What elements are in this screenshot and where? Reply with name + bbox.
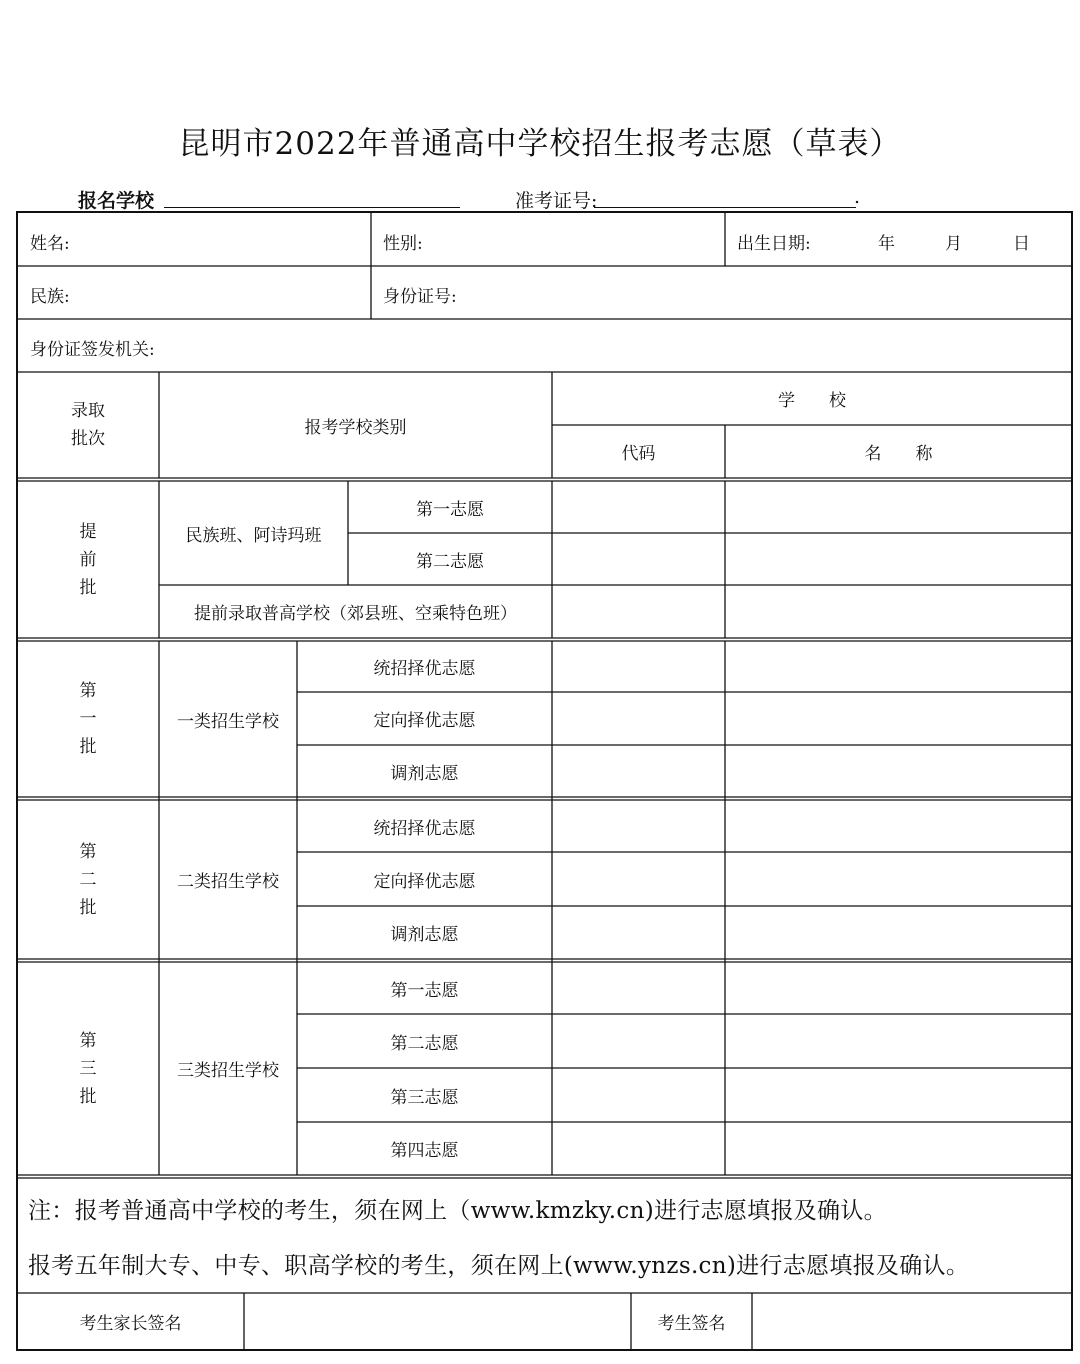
early-batch-char: 批 [79, 577, 97, 598]
batch-1-choice: 调剂志愿 [390, 763, 459, 784]
batch-char: 第 [79, 841, 97, 862]
early-choice-2: 第二志愿 [416, 551, 484, 572]
birth-month-label: 月 [945, 234, 962, 254]
id-authority-label: 身份证签发机关: [30, 340, 155, 360]
batch-2-choice: 调剂志愿 [390, 925, 459, 945]
birth-date-label: 出生日期: [737, 234, 811, 254]
batch-2-choice: 统招择优志愿 [373, 818, 476, 839]
batch-3-label [17, 962, 159, 1175]
batch-char: 第 [79, 681, 97, 701]
batch-2-choice: 定向择优志愿 [373, 871, 476, 892]
batch-char: 批 [79, 737, 97, 757]
batch-3-choice: 第三志愿 [390, 1087, 459, 1108]
batch-3-choice: 第一志愿 [390, 980, 459, 1001]
batch-1-choice: 统招择优志愿 [373, 659, 476, 679]
batch-3-choice: 第四志愿 [390, 1141, 459, 1161]
parent-signature-field[interactable] [244, 1293, 631, 1350]
id-number-label: 身份证号: [383, 287, 457, 307]
gender-label: 性别: [383, 234, 423, 254]
birth-day-label: 日 [1013, 234, 1030, 254]
exam-no-tail: . [854, 186, 861, 208]
ethnicity-label: 民族: [30, 287, 70, 307]
batch-1-label [17, 641, 159, 797]
category-header: 报考学校类别 [304, 417, 407, 438]
name-header: 名 称 [864, 444, 933, 464]
batch-2-label [17, 800, 159, 959]
early-batch-char: 提 [79, 521, 97, 542]
batch-1-category: 一类招生学校 [177, 711, 279, 732]
exam-no-label: 准考证号: [515, 190, 598, 212]
advance-admission-label: 提前录取普高学校（郊县班、空乘特色班） [194, 604, 517, 624]
early-batch-label [17, 481, 159, 638]
batch-header [17, 372, 159, 478]
parent-signature-label: 考生家长签名 [79, 1314, 182, 1334]
code-header: 代码 [621, 444, 656, 464]
batch-char: 一 [79, 709, 97, 729]
early-batch-char: 前 [79, 549, 97, 570]
name-label: 姓名: [30, 234, 70, 254]
student-signature-field[interactable] [752, 1293, 1072, 1350]
batch-char: 三 [79, 1058, 97, 1079]
batch-3-choice: 第二志愿 [390, 1033, 459, 1054]
student-signature-label: 考生签名 [657, 1314, 726, 1334]
early-choice-1: 第一志愿 [416, 499, 484, 520]
batch-char: 批 [79, 1086, 97, 1107]
form-title: 昆明市2022年普通高中学校招生报考志愿（草表） [178, 126, 902, 162]
batch-header-line: 录取 [71, 401, 105, 421]
birth-year-label: 年 [878, 234, 895, 254]
ethnic-class-label: 民族班、阿诗玛班 [185, 525, 322, 546]
batch-2-category: 二类招生学校 [177, 872, 279, 892]
batch-char: 第 [79, 1030, 97, 1051]
note-line: 注：报考普通高中学校的考生，须在网上（www.kmzky.cn)进行志愿填报及确认。 [28, 1198, 887, 1224]
batch-char: 批 [79, 897, 97, 918]
school-header: 学 校 [778, 391, 846, 411]
batch-char: 二 [79, 869, 97, 890]
batch-header-line: 批次 [71, 429, 105, 449]
school-label: 报名学校 [78, 190, 155, 212]
batch-1-choice: 定向择优志愿 [373, 711, 476, 731]
note-line: 报考五年制大专、中专、职高学校的考生，须在网上(www.ynzs.cn)进行志愿填报及确认。 [28, 1253, 970, 1279]
batch-3-category: 三类招生学校 [177, 1061, 279, 1081]
